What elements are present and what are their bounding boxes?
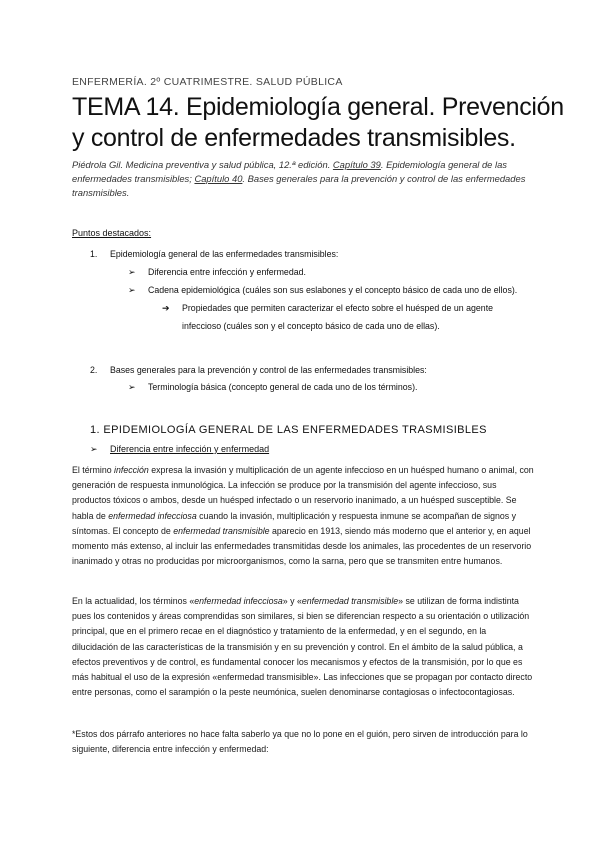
- section-heading: 1. EPIDEMIOLOGÍA GENERAL DE LAS ENFERMEDADES TRASMISIBLES: [90, 424, 487, 436]
- outline-number: 1.: [90, 249, 98, 259]
- term-enfermedad-infecciosa: enfermedad infecciosa: [194, 596, 283, 606]
- text-run: » y «: [282, 596, 302, 606]
- text-run: En la actualidad, los términos «: [72, 596, 195, 606]
- text-run: expresa la invasión y multiplicación de un agente infeccioso en un huésped humano o animal, con generación de respuesta inmunológica. La infección se produce por la transmisión del agente infeccioso, sus productos tóxicos o ambos, desde un huésped infectado o un reservorio inanimado, a un huésped susceptible. Se habla de: [72, 465, 534, 521]
- paragraph-1: [72, 463, 534, 569]
- outline-number: 2.: [90, 365, 98, 375]
- outline-subsubitem-1b-i: [162, 298, 542, 318]
- text-run: » se utilizan de forma indistinta pues los contenidos y áreas comprendidas son similares, si bien se diferencian respecto a su orientación o utilización principal, que en el primero recae en el diagnóstico y tratamiento de la enfermedad, y en el segundo, en la dilucidación de las características de la transmisión y en su prevención y control. En el ámbito de la salud pública, a efectos preventivos y de control, es fundamental conocer los mecanismos y efectos de la transmisión, por lo que es más habitual el uso de la expresión «enfermedad transmisible». Las infecciones que se propagan por contacto directo entre personas, como el sarampión o la peste neumónica, suelen denominarse contagiosas o infectocontagiosas.: [72, 596, 533, 698]
- outline-subitem-label: Terminología básica (concepto general de cada uno de los términos).: [148, 382, 418, 392]
- reference-text-2: . Epidemiología general de las enfermedades transmisibles;: [72, 159, 507, 184]
- outline-item-label: Epidemiología general de las enfermedades transmisibles:: [110, 249, 339, 259]
- course-header: ENFERMERÍA. 2º CUATRIMESTRE. SALUD PÚBLICA: [72, 76, 343, 88]
- bullet-arrow-icon: ➢: [128, 267, 136, 277]
- page-title: TEMA 14. Epidemiología general. Prevención y control de enfermedades transmisibles.: [72, 93, 564, 152]
- subsection-heading: [90, 444, 269, 455]
- text-run: cuando la invasión, multiplicación y respuesta inmune se acompañan de signos y síntomas. El concepto de: [72, 510, 517, 536]
- outline-item-1: [90, 244, 510, 264]
- term-enfermedad-infecciosa: enfermedad infecciosa: [108, 510, 197, 521]
- reference-text-3: . Bases generales para la prevención y control de las enfermedades transmisibles.: [72, 173, 526, 198]
- subsection-heading-label: Diferencia entre infección y enfermedad: [110, 444, 270, 454]
- outline-subsubitem-1b-i-cont: infeccioso (cuáles son y el concepto básico de cada uno de ellas).: [182, 321, 440, 331]
- outline-subitem-2a: [128, 377, 548, 397]
- term-enfermedad-transmisible: enfermedad transmisible: [173, 525, 270, 536]
- paragraph-2: [72, 594, 534, 700]
- bullet-arrow-icon: ➢: [128, 382, 136, 392]
- bullet-arrow-icon: ➢: [90, 444, 98, 454]
- bullet-arrow-icon: ➢: [128, 285, 136, 295]
- paragraph-3-note: *Estos dos párrafo anteriores no hace falta saberlo ya que no lo pone en el guión, pero sirven de introducción para lo siguiente, diferencia entre infección y enfermedad:: [72, 729, 528, 755]
- right-arrow-icon: ➔: [162, 303, 170, 313]
- text-run: El término: [72, 465, 115, 475]
- outline-heading: Puntos destacados:: [72, 228, 152, 238]
- outline-subitem-label: Diferencia entre infección y enfermedad.: [148, 267, 306, 277]
- outline-subsubitem-label: Propiedades que permiten caracterizar el efecto sobre el huésped de un agente: [182, 303, 494, 313]
- outline-subitem-1a: [128, 262, 548, 282]
- reference-text-1: Piédrola Gil. Medicina preventiva y salud pública, 12.ª edición.: [72, 159, 333, 170]
- outline-subitem-label: Cadena epidemiológica (cuáles son sus eslabones y el concepto básico de cada uno de ellos).: [148, 285, 518, 295]
- reference-chapter-40: Capítulo 40: [194, 173, 243, 184]
- reference-chapter-39: Capítulo 39: [332, 159, 381, 170]
- term-enfermedad-transmisible: enfermedad transmisible: [301, 596, 399, 606]
- bibliographic-reference: [72, 158, 542, 200]
- outline-item-label: Bases generales para la prevención y control de las enfermedades transmisibles:: [110, 365, 427, 375]
- outline-subitem-1b: [128, 280, 548, 300]
- text-run: aparecio en 1913, siendo más moderno que el anterior y, en aquel momento más extenso, al incluir las enfermedades transmitidas desde los animales, las procedentes de un reservorio inanimado y otras no producidas por microorganismos, como la sarna, pero que se transmiten entre humanos.: [72, 525, 532, 567]
- term-infeccion: infección: [114, 465, 149, 475]
